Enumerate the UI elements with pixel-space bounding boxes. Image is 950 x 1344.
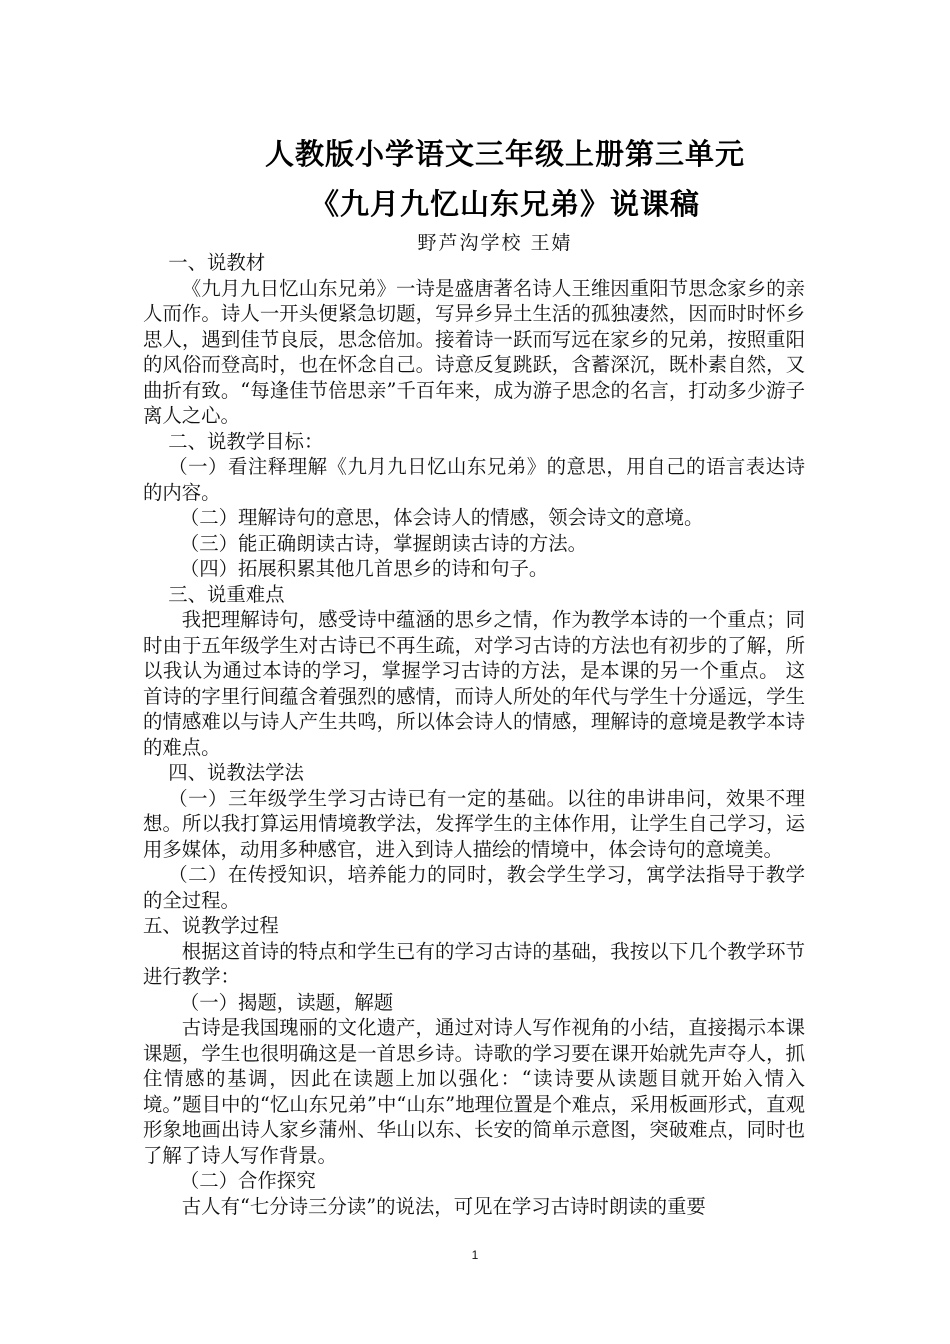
list-item: （一）三年级学生学习古诗已有一定的基础。以往的串讲串问，效果不理想。所以我打算运用情境教学法，发挥学生的主体作用，让学生自己学习，运用多媒体，动用多种感官，进入到诗人描绘的情境中，体会诗句的意境美。 — [143, 786, 805, 861]
body-paragraph: 根据这首诗的特点和学生已有的学习古诗的基础，我按以下几个教学环节进行教学： — [143, 939, 805, 988]
page-number: 1 — [471, 1248, 479, 1262]
list-item: （二）在传授知识，培养能力的同时，教会学生学习，寓学法指导于教学的全过程。 — [143, 863, 805, 912]
list-item: （三）能正确朗读古诗，掌握朗读古诗的方法。 — [179, 531, 588, 555]
document-body — [143, 250, 805, 1219]
document-title-line2: 《九月九忆山东兄弟》说课稿 — [309, 187, 700, 221]
subsection-heading: （一）揭题，读题，解题 — [179, 990, 394, 1014]
list-item: （一）看注释理解《九月九日忆山东兄弟》的意思，用自己的语言表达诗的内容。 — [143, 455, 805, 504]
section-heading: 二、说教学目标： — [168, 429, 324, 453]
section-heading: 三、说重难点 — [168, 582, 285, 606]
section-heading: 五、说教学过程 — [143, 914, 279, 937]
body-paragraph: 我把理解诗句，感受诗中蕴涵的思乡之情，作为教学本诗的一个重点；同时由于五年级学生对古诗已不再生疏，对学习古诗的方法也有初步的了解，所以我认为通过本诗的学习，掌握学习古诗的方法，是本课的另一个重点。 这首诗的字里行间蕴含着强烈的感情，而诗人所处的年代与学生十分遥远，学生的情感难以与诗人产生共鸣，所以体会诗人的情感，理解诗的意境是教学本诗的难点。 — [143, 608, 805, 759]
body-paragraph: 《九月九日忆山东兄弟》一诗是盛唐著名诗人王维因重阳节思念家乡的亲人而作。诗人一开头便紧急切题，写异乡异土生活的孤独凄然，因而时时怀乡思人，遇到佳节良辰，思念倍加。接着诗一跃而写远在家乡的兄弟，按照重阳的风俗而登高时，也在怀念自己。诗意反复跳跃，含蓄深沉，既朴素自然，又曲折有致。“每逢佳节倍思亲”千百年来，成为游子思念的名言，打动多少游子离人之心。 — [143, 276, 805, 427]
list-item: （四）拓展积累其他几首思乡的诗和句子。 — [179, 557, 549, 580]
list-item: （二）理解诗句的意思，体会诗人的情感，领会诗文的意境。 — [179, 506, 704, 529]
body-paragraph: 古人有“七分诗三分读”的说法，可见在学习古诗时朗读的重要 — [181, 1194, 706, 1218]
section-heading: 四、说教法学法 — [168, 761, 304, 784]
document-title-line1: 人教版小学语文三年级上册第三单元 — [264, 137, 745, 171]
section-heading: 一、说教材 — [168, 251, 266, 274]
body-paragraph: 古诗是我国瑰丽的文化遗产，通过对诗人写作视角的小结，直接揭示本课课题，学生也很明确这是一首思乡诗。诗歌的学习要在课开始就先声夺人，抓住情感的基调，因此在读题上加以强化：“读诗要从读题目就开始入情入境。”题目中的“忆山东兄弟”中“山东”地理位置是个难点，采用板画形式，直观形象地画出诗人家乡蒲州、华山以东、长安的简单示意图，突破难点，同时也了解了诗人写作背景。 — [143, 1016, 805, 1167]
subsection-heading: （二）合作探究 — [179, 1169, 316, 1192]
author-line: 野芦沟学校 王婧 — [417, 232, 573, 254]
